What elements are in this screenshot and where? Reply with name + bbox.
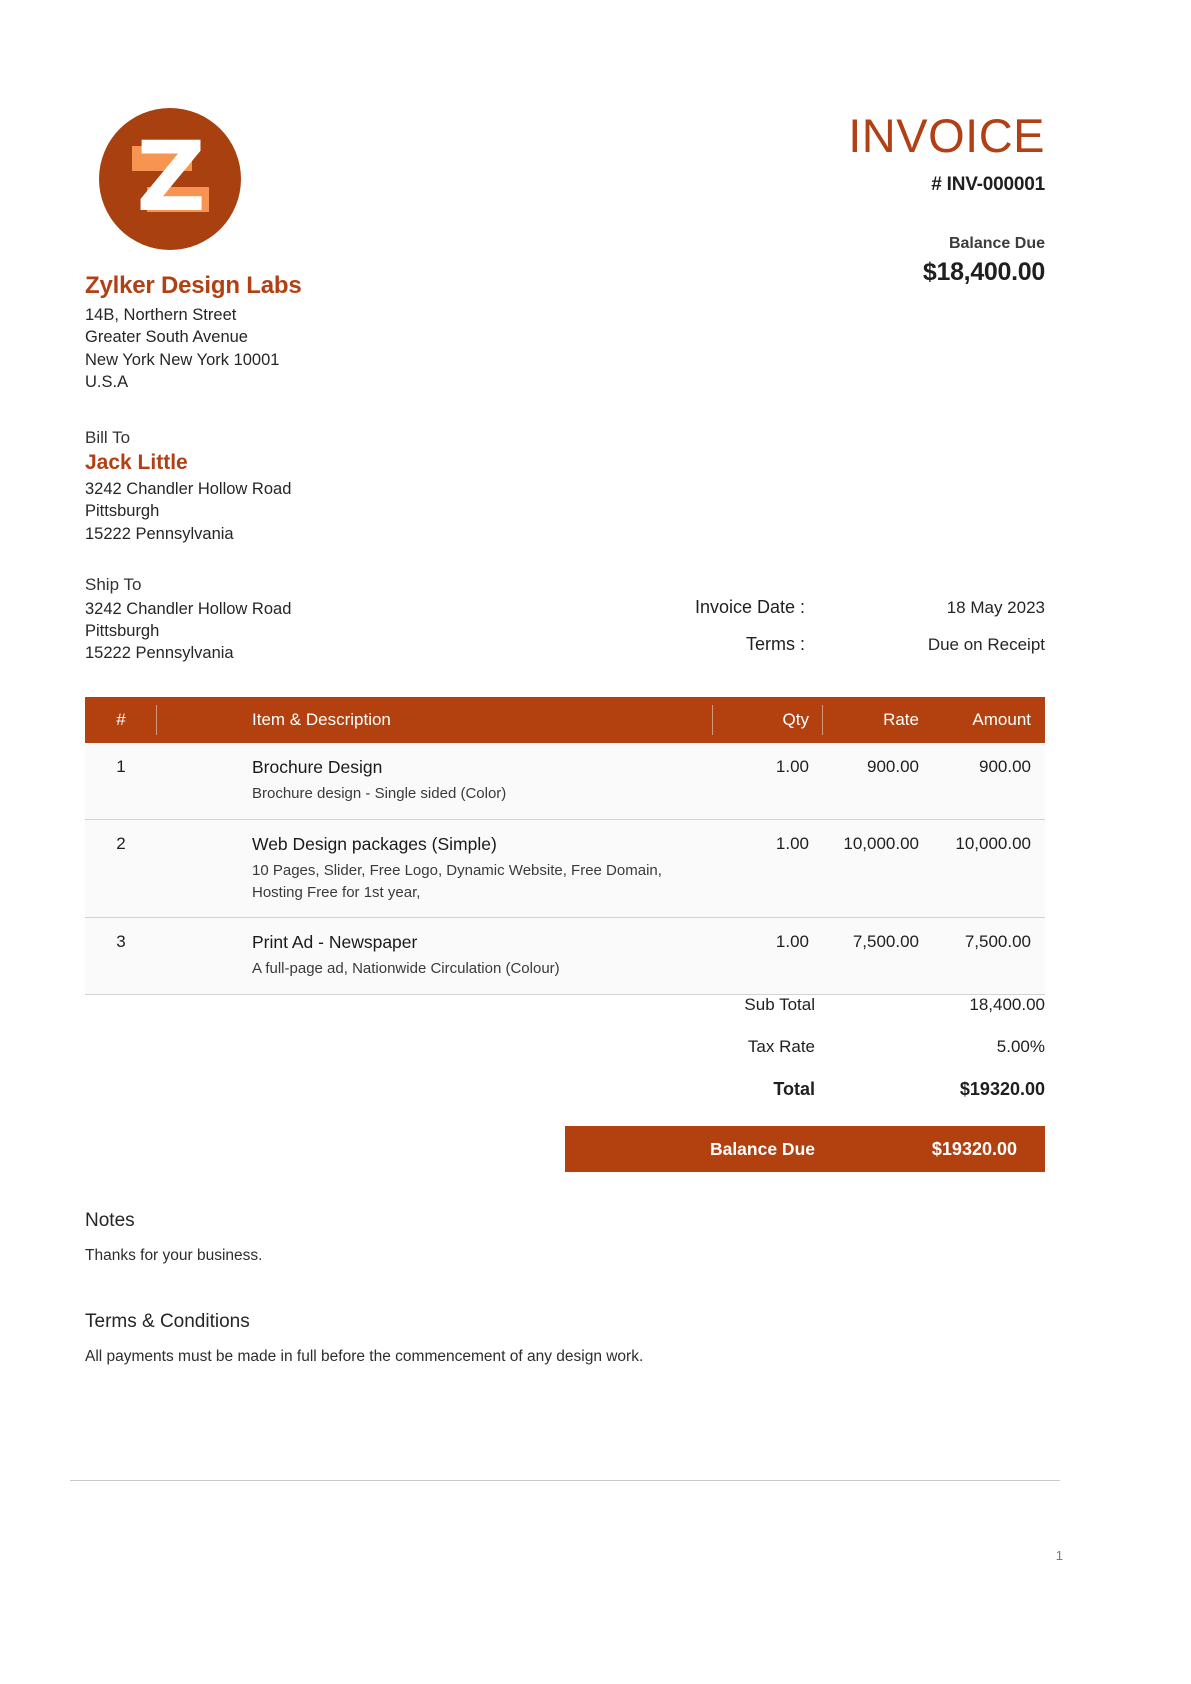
logo-letter: Z: [136, 121, 204, 233]
company-address-line: 14B, Northern Street: [85, 306, 237, 324]
row-item-cell: [157, 819, 713, 918]
notes-body: Thanks for your business.: [85, 1247, 263, 1264]
parties-block: [85, 428, 585, 665]
line-items-table: [85, 697, 1045, 995]
line-items-header: [85, 697, 1045, 743]
column-header-item: Item & Description: [157, 697, 713, 743]
terms-body: All payments must be made in full before the commencement of any design work.: [85, 1348, 644, 1366]
line-items-body: [85, 743, 1045, 995]
bill-to-address-line: Pittsburgh: [85, 502, 160, 521]
invoice-date-value: 18 May 2023: [946, 598, 1045, 617]
notes-title: Notes: [85, 1210, 135, 1231]
ship-to-address-line: 3242 Chandler Hollow Road: [85, 599, 292, 618]
page-number: 1: [1055, 1548, 1063, 1563]
row-index: 3: [85, 918, 157, 995]
table-row: [85, 918, 1045, 995]
ship-to-address: [85, 598, 585, 665]
column-header-qty: Qty: [713, 697, 823, 743]
row-item-name: Print Ad - Newspaper: [252, 932, 418, 953]
row-amount: 900.00: [933, 743, 1045, 819]
invoice-header: [85, 108, 1045, 394]
company-address-line: U.S.A: [85, 373, 129, 392]
total-label: Total: [773, 1079, 815, 1099]
invoice-date-row: [565, 597, 1045, 618]
bill-to-block: [85, 428, 585, 545]
row-index: 1: [85, 743, 157, 819]
company-address-line: New York New York 10001: [85, 350, 280, 369]
terms-title: Terms & Conditions: [85, 1311, 250, 1333]
total-value: $19320.00: [959, 1079, 1045, 1099]
total-row: [565, 1079, 1045, 1100]
sub-total-row: [565, 995, 1045, 1015]
bill-to-address-line: 3242 Chandler Hollow Road: [85, 480, 292, 498]
row-item-name: Brochure Design: [252, 757, 383, 777]
terms-section: [85, 1311, 945, 1368]
row-amount: 7,500.00: [933, 918, 1045, 995]
header-balance-due-label: Balance Due: [948, 235, 1045, 252]
balance-due-value: $19320.00: [931, 1138, 1017, 1159]
row-rate: 7,500.00: [823, 918, 933, 995]
bill-to-name: Jack Little: [85, 451, 188, 474]
notes-section: [85, 1210, 945, 1267]
sub-total-value: 18,400.00: [969, 995, 1045, 1014]
table-row: [85, 743, 1045, 819]
column-header-index: #: [85, 697, 157, 743]
table-row: [85, 819, 1045, 918]
row-qty: 1.00: [713, 819, 823, 918]
row-item-cell: [157, 918, 713, 995]
company-logo: [99, 108, 241, 250]
company-name: Zylker Design Labs: [85, 272, 302, 299]
brand-block: [85, 108, 505, 394]
invoice-date-label: Invoice Date :: [694, 597, 805, 617]
invoice-number: # INV-000001: [931, 174, 1045, 195]
ship-to-label: Ship To: [85, 574, 142, 594]
column-header-rate: Rate: [823, 697, 933, 743]
totals-block: [565, 995, 1045, 1122]
sub-total-label: Sub Total: [744, 995, 815, 1014]
row-amount: 10,000.00: [933, 819, 1045, 918]
notes-and-terms: [85, 1210, 945, 1369]
bill-to-address: [85, 478, 585, 545]
ship-to-address-line: 15222 Pennsylvania: [85, 644, 234, 663]
ship-to-block: [85, 575, 585, 665]
row-item-name: Web Design packages (Simple): [252, 833, 497, 854]
terms-value: Due on Receipt: [927, 635, 1045, 654]
table-header-row: [85, 697, 1045, 743]
balance-due-bar: [565, 1126, 1045, 1172]
row-item-description: 10 Pages, Slider, Free Logo, Dynamic Website, Free Domain, Hosting Free for 1st year,: [252, 861, 662, 901]
column-header-amount: Amount: [933, 697, 1045, 743]
ship-to-address-line: Pittsburgh: [85, 622, 160, 641]
row-item-description: Brochure design - Single sided (Color): [252, 785, 507, 802]
balance-due-label: Balance Due: [709, 1138, 815, 1159]
page-title: INVOICE: [848, 109, 1045, 162]
tax-rate-row: [565, 1037, 1045, 1057]
invoice-meta-dates: [565, 597, 1045, 671]
row-index: 2: [85, 819, 157, 918]
terms-row: [565, 634, 1045, 655]
row-qty: 1.00: [713, 743, 823, 819]
company-address-line: Greater South Avenue: [85, 328, 248, 347]
tax-rate-value: 5.00%: [996, 1037, 1045, 1056]
row-qty: 1.00: [713, 918, 823, 995]
row-item-description: A full-page ad, Nationwide Circulation (Colour): [252, 960, 560, 978]
row-rate: 10,000.00: [823, 819, 933, 918]
row-item-cell: [157, 743, 713, 819]
header-balance-due-value: $18,400.00: [922, 258, 1045, 286]
bill-to-address-line: 15222 Pennsylvania: [85, 524, 234, 543]
terms-label: Terms :: [745, 634, 805, 654]
row-rate: 900.00: [823, 743, 933, 819]
company-address: [85, 304, 505, 394]
footer-divider: [70, 1480, 1060, 1481]
tax-rate-label: Tax Rate: [747, 1037, 815, 1056]
bill-to-label: Bill To: [85, 428, 131, 447]
invoice-meta-block: [715, 108, 1045, 287]
